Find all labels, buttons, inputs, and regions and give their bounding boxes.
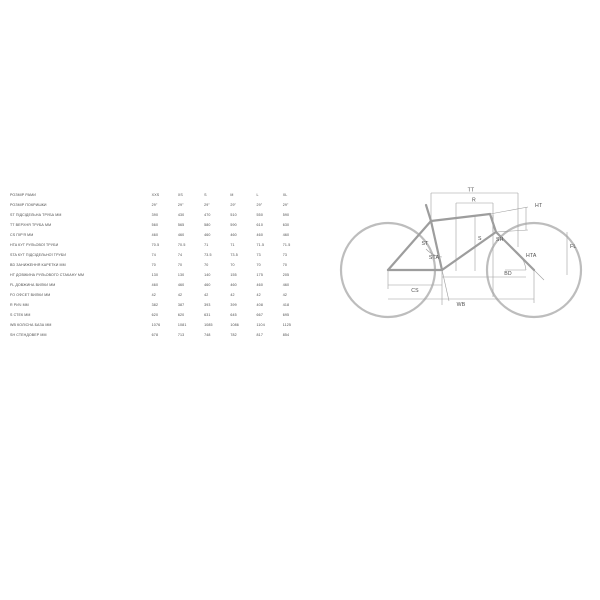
- row-value: 70: [230, 263, 235, 267]
- row-value: 42: [204, 293, 209, 297]
- table-header-size-l: L: [256, 193, 259, 197]
- table-header-size-xs: XS: [177, 193, 183, 197]
- geometry-table: [8, 190, 308, 340]
- row-value: 399: [230, 303, 237, 307]
- row-value: 460: [256, 283, 263, 287]
- label-sta: STA: [428, 255, 440, 261]
- row-value: 29": [151, 203, 158, 207]
- row-value: 42: [230, 293, 235, 297]
- label-hta: HTA: [526, 253, 537, 259]
- row-value: 70.5: [151, 243, 160, 247]
- row-value: 70: [151, 263, 156, 267]
- row-value: 382: [151, 303, 159, 307]
- label-ht: HT: [535, 203, 543, 209]
- row-value: 70: [282, 263, 288, 267]
- row-label: TT ВЕРХНЯ ТРУБА ММ: [10, 223, 52, 227]
- row-value: 74: [177, 253, 183, 257]
- row-label: HTA КУТ РУЛЬОВОЇ ТРУБИ: [10, 243, 59, 247]
- row-value: 580: [204, 223, 211, 227]
- table-row: [8, 330, 308, 340]
- row-value: 29": [230, 203, 237, 207]
- row-value: 29": [256, 203, 263, 207]
- row-value: 42: [177, 293, 183, 297]
- label-tt: TT: [467, 187, 475, 194]
- row-value: 71.5: [282, 243, 291, 247]
- row-label: SH СТЕНДОВЕР ММ: [10, 333, 47, 337]
- row-value: 29": [282, 203, 289, 207]
- row-value: 73: [256, 253, 261, 257]
- row-value: 73.5: [204, 253, 212, 257]
- row-value: 460: [230, 233, 237, 237]
- table-header-size-m: M: [230, 193, 234, 197]
- table-row: [8, 240, 308, 250]
- row-value: 460: [177, 233, 185, 237]
- table-row: [8, 220, 308, 230]
- row-value: 42: [151, 293, 156, 297]
- row-label: CS ПІР'Я ММ: [10, 233, 34, 237]
- row-value: 70: [256, 263, 261, 267]
- row-value: 550: [256, 213, 263, 217]
- geometry-table-container: [8, 190, 308, 340]
- row-value: 560: [151, 223, 159, 227]
- row-label: РОЗМІР ПОКРИШКИ: [10, 203, 47, 207]
- row-value: 175: [256, 273, 263, 277]
- row-value: 748: [204, 333, 211, 337]
- row-value: 73: [282, 253, 288, 257]
- row-value: 71: [204, 243, 209, 247]
- row-value: 678: [151, 333, 159, 337]
- row-value: 29": [177, 203, 184, 207]
- row-label: ST ПІДСІДЕЛЬНА ТРУБА ММ: [10, 213, 62, 217]
- row-value: 71.5: [256, 243, 265, 247]
- row-value: 1125: [282, 323, 292, 327]
- row-value: 854: [282, 333, 290, 337]
- row-value: 205: [282, 273, 290, 277]
- row-value: 1085: [204, 323, 213, 327]
- row-value: 667: [256, 313, 263, 317]
- row-value: 408: [256, 303, 263, 307]
- row-value: 387: [177, 303, 185, 307]
- row-value: 42: [256, 293, 261, 297]
- row-value: 393: [204, 303, 211, 307]
- row-value: 155: [230, 273, 237, 277]
- table-header-row: [8, 190, 308, 200]
- table-header-size-s: S: [204, 193, 207, 197]
- row-value: 620: [151, 313, 159, 317]
- row-value: 470: [204, 213, 211, 217]
- row-value: 590: [230, 223, 237, 227]
- row-label: HT ДОВЖИНА РУЛЬОВОГО СТАКАНУ ММ: [10, 273, 85, 277]
- label-cs: CS: [411, 288, 419, 294]
- row-value: 70.5: [177, 243, 186, 247]
- row-value: 510: [230, 213, 237, 217]
- label-s: S: [478, 236, 482, 242]
- label-r: R: [472, 197, 476, 204]
- table-row: [8, 290, 308, 300]
- row-label: S СТЕК ММ: [10, 313, 31, 317]
- row-value: 430: [177, 213, 185, 217]
- table-row: [8, 300, 308, 310]
- row-label: BD ЗАНИЖЕННЯ КАРЕТКИ ММ: [10, 263, 66, 267]
- row-value: 1081: [177, 323, 187, 327]
- geometry-table-body: [8, 200, 308, 340]
- bike-geometry-figure: [330, 185, 592, 335]
- table-row: [8, 210, 308, 220]
- row-value: 782: [230, 333, 237, 337]
- row-value: 460: [256, 233, 263, 237]
- label-sh: SH: [496, 237, 504, 243]
- row-label: FL ДОВЖИНА ВИЛКИ ММ: [10, 283, 56, 287]
- label-st: ST: [421, 241, 429, 247]
- row-value: 713: [177, 333, 185, 337]
- row-value: 42: [282, 293, 288, 297]
- row-value: 1086: [230, 323, 239, 327]
- row-value: 631: [204, 313, 211, 317]
- row-value: 140: [204, 273, 211, 277]
- row-value: 29": [204, 203, 210, 207]
- row-value: 130: [151, 273, 159, 277]
- table-row: [8, 320, 308, 330]
- row-value: 460: [177, 283, 185, 287]
- row-value: 418: [282, 303, 290, 307]
- row-value: 630: [282, 223, 290, 227]
- row-value: 460: [151, 283, 159, 287]
- row-value: 590: [282, 213, 290, 217]
- row-value: 390: [151, 213, 159, 217]
- row-value: 460: [204, 233, 211, 237]
- row-value: 565: [177, 223, 185, 227]
- table-header-size-xxs: XXS: [151, 193, 160, 197]
- row-value: 695: [282, 313, 290, 317]
- row-value: 610: [256, 223, 263, 227]
- row-value: 70: [204, 263, 209, 267]
- row-value: 817: [256, 333, 263, 337]
- table-row: [8, 200, 308, 210]
- row-value: 74: [151, 253, 156, 257]
- table-row: [8, 310, 308, 320]
- row-value: 620: [177, 313, 185, 317]
- geometry-table-head: [8, 190, 308, 200]
- row-value: 130: [177, 273, 185, 277]
- row-value: 460: [282, 283, 290, 287]
- row-value: 1104: [256, 323, 265, 327]
- row-value: 460: [151, 233, 159, 237]
- row-value: 71: [230, 243, 235, 247]
- label-wb: WB: [456, 302, 466, 308]
- label-fl: FL: [570, 244, 577, 250]
- row-value: 645: [230, 313, 237, 317]
- table-row: [8, 280, 308, 290]
- table-row: [8, 250, 308, 260]
- row-value: 460: [204, 283, 211, 287]
- row-value: 73.5: [230, 253, 238, 257]
- table-header-frame-size: РОЗМІР РАМИ: [10, 193, 36, 197]
- row-value: 70: [177, 263, 183, 267]
- row-label: STA КУТ ПІДСІДЕЛЬНОЇ ТРУБИ: [10, 253, 67, 257]
- row-value: 460: [282, 233, 290, 237]
- row-label: R РИЧ ММ: [10, 303, 29, 307]
- row-value: 1076: [151, 323, 161, 327]
- table-row: [8, 230, 308, 240]
- table-header-size-xl: XL: [282, 193, 288, 197]
- table-row: [8, 270, 308, 280]
- row-value: 460: [230, 283, 237, 287]
- label-bd: BD: [504, 271, 512, 277]
- table-row: [8, 260, 308, 270]
- row-label: FO ОФСЕТ ВИЛКИ ММ: [10, 293, 51, 297]
- frame-outline: [388, 205, 534, 270]
- row-label: WB КОЛІСНА БАЗА ММ: [10, 323, 52, 327]
